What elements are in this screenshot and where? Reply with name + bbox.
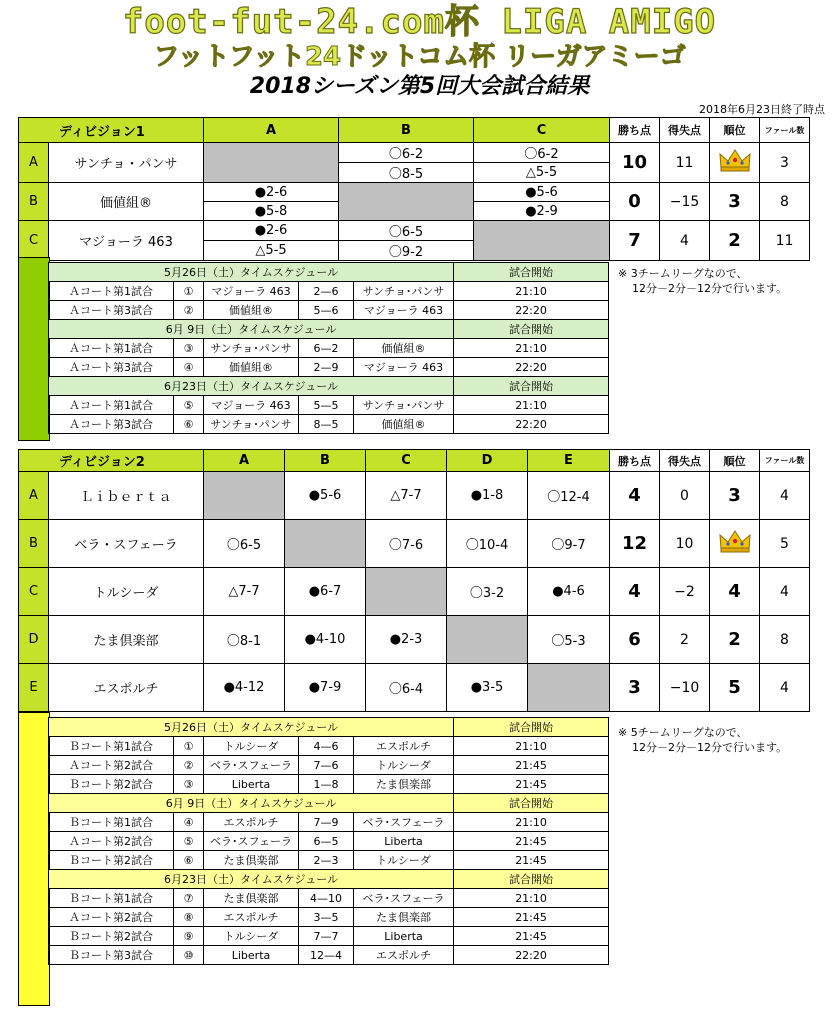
- match-score: 6—2: [299, 339, 354, 358]
- schedule-date-title: 5月26日（土）タイムスケジュール: [49, 263, 454, 282]
- home-team: たま倶楽部: [204, 889, 299, 908]
- home-team: 価値組®: [204, 358, 299, 377]
- title-line1: foot-fut-24.com杯 LIGA AMIGO: [122, 2, 717, 42]
- match-result: ●4-12: [204, 664, 285, 712]
- wins-value: 12: [610, 520, 660, 568]
- goal-diff-value: 0: [660, 472, 710, 520]
- schedule-row: [49, 396, 609, 415]
- wins-value: 7: [610, 221, 660, 261]
- goal-diff-header: 得失点: [660, 118, 710, 143]
- away-team: サンチョ･パンサ: [354, 396, 454, 415]
- start-time-header: 試合開始: [454, 320, 609, 339]
- division2-schedule-bar: [18, 712, 50, 1006]
- self-match-cell: [528, 664, 610, 712]
- match-number: ④: [174, 358, 204, 377]
- self-match-cell: [285, 520, 366, 568]
- home-team: ベラ･スフェーラ: [204, 756, 299, 775]
- division1-schedule: [48, 262, 608, 434]
- start-time-header: 試合開始: [454, 794, 609, 813]
- match-result: ●2-6: [204, 221, 339, 241]
- division1-label: ディビジョン1: [19, 118, 204, 143]
- row-id: B: [19, 520, 49, 568]
- home-team: エスポルチ: [204, 908, 299, 927]
- fouls-value: 4: [760, 472, 810, 520]
- match-result: 〇6-2: [474, 143, 610, 163]
- wins-value: 6: [610, 616, 660, 664]
- schedule-row: [49, 775, 609, 794]
- match-score: 2—6: [299, 282, 354, 301]
- match-result: ●2-3: [366, 616, 447, 664]
- match-result: ●5-8: [204, 202, 339, 221]
- match-number: ①: [174, 282, 204, 301]
- match-number: ⑤: [174, 832, 204, 851]
- schedule-date-title: 6月 9日（土）タイムスケジュール: [49, 320, 454, 339]
- schedule-row: [49, 813, 609, 832]
- wins-header: 勝ち点: [610, 450, 660, 472]
- match-result: 〇9-7: [528, 520, 610, 568]
- rank-cell: [710, 616, 760, 664]
- match-result: 〇8-1: [204, 616, 285, 664]
- wins-value: 3: [610, 664, 660, 712]
- match-result: ●3-5: [447, 664, 528, 712]
- home-team: トルシーダ: [204, 927, 299, 946]
- wins-value: 10: [610, 143, 660, 183]
- team-name: ベラ・スフェーラ: [49, 520, 204, 568]
- court-label: Ａコート第1試合: [49, 396, 174, 415]
- col-header-b: B: [285, 450, 366, 472]
- schedule-row: [49, 756, 609, 775]
- fouls-header: ファール数: [760, 450, 810, 472]
- start-time-header: 試合開始: [454, 263, 609, 282]
- match-result: ●4-10: [285, 616, 366, 664]
- goal-diff-value: −15: [660, 183, 710, 221]
- start-time: 22:20: [454, 946, 609, 965]
- goal-diff-value: −2: [660, 568, 710, 616]
- rank-cell: [710, 520, 760, 568]
- match-score: 5—6: [299, 301, 354, 320]
- fouls-header: ファール数: [760, 118, 810, 143]
- division1-note-line2: 12分－2分－12分で行います。: [632, 282, 788, 295]
- match-score: 8—5: [299, 415, 354, 434]
- division2-schedule: [48, 717, 608, 965]
- division2-standings: [18, 449, 810, 712]
- court-label: Ｂコート第1試合: [49, 813, 174, 832]
- division2-label: ディビジョン2: [19, 450, 204, 472]
- match-result: △5-5: [474, 163, 610, 183]
- title-line3: 2018シーズン第5回大会試合結果: [249, 74, 590, 99]
- division1-schedule-bar: [18, 257, 50, 441]
- rank-value: 3: [728, 191, 741, 212]
- fouls-value: 3: [760, 143, 810, 183]
- court-label: Ａコート第2試合: [49, 908, 174, 927]
- start-time: 21:45: [454, 927, 609, 946]
- start-time: 21:10: [454, 339, 609, 358]
- row-id: A: [19, 143, 49, 183]
- match-result: ●5-6: [474, 183, 610, 202]
- schedule-row: [49, 927, 609, 946]
- away-team: エスポルチ: [354, 946, 454, 965]
- row-id: C: [19, 221, 49, 261]
- wins-value: 0: [610, 183, 660, 221]
- match-result: 〇6-2: [339, 143, 474, 163]
- match-result: 〇5-3: [528, 616, 610, 664]
- fouls-value: 4: [760, 664, 810, 712]
- start-time-header: 試合開始: [454, 870, 609, 889]
- wins-header: 勝ち点: [610, 118, 660, 143]
- match-result: 〇9-2: [339, 241, 474, 261]
- rank-header: 順位: [710, 118, 760, 143]
- away-team: トルシーダ: [354, 851, 454, 870]
- start-time: 21:10: [454, 889, 609, 908]
- start-time: 21:10: [454, 282, 609, 301]
- crown-icon: [718, 148, 752, 172]
- schedule-date-title: 6月23日（土）タイムスケジュール: [49, 870, 454, 889]
- match-result: ●2-9: [474, 202, 610, 221]
- court-label: Ｂコート第1試合: [49, 889, 174, 908]
- match-result: ●2-6: [204, 183, 339, 202]
- col-header-b: B: [339, 118, 474, 143]
- col-header-e: E: [528, 450, 610, 472]
- match-number: ⑥: [174, 415, 204, 434]
- row-id: E: [19, 664, 49, 712]
- wins-value: 4: [610, 472, 660, 520]
- team-name: エスポルチ: [49, 664, 204, 712]
- away-team: エスポルチ: [354, 737, 454, 756]
- match-score: 2—9: [299, 358, 354, 377]
- schedule-row: [49, 301, 609, 320]
- start-time-header: 試合開始: [454, 718, 609, 737]
- schedule-row: [49, 358, 609, 377]
- match-score: 3—5: [299, 908, 354, 927]
- fouls-value: 5: [760, 520, 810, 568]
- match-number: ⑧: [174, 908, 204, 927]
- row-id: A: [19, 472, 49, 520]
- team-name: マジョーラ 463: [49, 221, 204, 261]
- self-match-cell: [447, 616, 528, 664]
- match-result: ●4-6: [528, 568, 610, 616]
- match-result: 〇7-6: [366, 520, 447, 568]
- start-time-header: 試合開始: [454, 377, 609, 396]
- home-team: トルシーダ: [204, 737, 299, 756]
- col-header-a: A: [204, 450, 285, 472]
- schedule-row: [49, 889, 609, 908]
- rank-header: 順位: [710, 450, 760, 472]
- court-label: Ｂコート第2試合: [49, 851, 174, 870]
- schedule-date-title: 6月 9日（土）タイムスケジュール: [49, 794, 454, 813]
- away-team: ベラ･スフェーラ: [354, 813, 454, 832]
- away-team: ベラ･スフェーラ: [354, 889, 454, 908]
- goal-diff-value: 4: [660, 221, 710, 261]
- schedule-date-title: 5月26日（土）タイムスケジュール: [49, 718, 454, 737]
- col-header-c: C: [474, 118, 610, 143]
- schedule-date-title: 6月23日（土）タイムスケジュール: [49, 377, 454, 396]
- self-match-cell: [366, 568, 447, 616]
- schedule-row: [49, 737, 609, 756]
- col-header-d: D: [447, 450, 528, 472]
- away-team: マジョーラ 463: [354, 301, 454, 320]
- court-label: Ｂコート第2試合: [49, 927, 174, 946]
- fouls-value: 8: [760, 616, 810, 664]
- goal-diff-value: 11: [660, 143, 710, 183]
- away-team: Liberta: [354, 832, 454, 851]
- match-score: 4—10: [299, 889, 354, 908]
- schedule-row: [49, 946, 609, 965]
- court-label: Ａコート第3試合: [49, 301, 174, 320]
- court-label: Ａコート第1試合: [49, 282, 174, 301]
- rank-cell: [710, 568, 760, 616]
- rank-cell: [710, 221, 760, 261]
- match-number: ④: [174, 813, 204, 832]
- away-team: マジョーラ 463: [354, 358, 454, 377]
- match-number: ⑦: [174, 889, 204, 908]
- start-time: 21:10: [454, 813, 609, 832]
- home-team: 価値組®: [204, 301, 299, 320]
- team-name: たま倶楽部: [49, 616, 204, 664]
- match-score: 12—4: [299, 946, 354, 965]
- goal-diff-value: −10: [660, 664, 710, 712]
- goal-diff-value: 10: [660, 520, 710, 568]
- match-score: 7—7: [299, 927, 354, 946]
- row-id: C: [19, 568, 49, 616]
- home-team: Liberta: [204, 946, 299, 965]
- match-result: ●7-9: [285, 664, 366, 712]
- match-result: 〇6-5: [339, 221, 474, 241]
- title-line2: フットフット24ドットコム杯 リーガアミーゴ: [153, 42, 686, 72]
- match-number: ⑨: [174, 927, 204, 946]
- court-label: Ｂコート第1試合: [49, 737, 174, 756]
- start-time: 21:45: [454, 908, 609, 927]
- start-time: 21:45: [454, 775, 609, 794]
- court-label: Ａコート第3試合: [49, 415, 174, 434]
- match-result: ●1-8: [447, 472, 528, 520]
- division2-note-line2: 12分－2分－12分で行います。: [632, 741, 788, 754]
- rank-cell: [710, 472, 760, 520]
- home-team: マジョーラ 463: [204, 282, 299, 301]
- division1-note-line1: ※ 3チームリーグなので、: [618, 267, 748, 280]
- rank-value: 4: [728, 581, 741, 602]
- schedule-row: [49, 282, 609, 301]
- match-score: 2—3: [299, 851, 354, 870]
- court-label: Ａコート第1試合: [49, 339, 174, 358]
- away-team: Liberta: [354, 927, 454, 946]
- start-time: 21:10: [454, 737, 609, 756]
- match-number: ⑥: [174, 851, 204, 870]
- rank-cell: [710, 183, 760, 221]
- self-match-cell: [204, 143, 339, 183]
- team-name: Ｌｉｂｅｒｔａ: [49, 472, 204, 520]
- crown-icon: [718, 529, 752, 553]
- division2-note: [618, 725, 787, 755]
- fouls-value: 11: [760, 221, 810, 261]
- match-result: △5-5: [204, 241, 339, 261]
- away-team: 価値組®: [354, 415, 454, 434]
- away-team: トルシーダ: [354, 756, 454, 775]
- home-team: サンチョ･パンサ: [204, 415, 299, 434]
- goal-diff-value: 2: [660, 616, 710, 664]
- schedule-table: [48, 717, 609, 965]
- match-result: 〇3-2: [447, 568, 528, 616]
- match-number: ③: [174, 339, 204, 358]
- away-team: たま倶楽部: [354, 908, 454, 927]
- start-time: 21:45: [454, 832, 609, 851]
- as-of-date: 2018年6月23日終了時点: [699, 103, 825, 116]
- home-team: たま倶楽部: [204, 851, 299, 870]
- rank-value: 5: [728, 677, 741, 698]
- row-id: D: [19, 616, 49, 664]
- away-team: 価値組®: [354, 339, 454, 358]
- self-match-cell: [204, 472, 285, 520]
- col-header-a: A: [204, 118, 339, 143]
- match-score: 5—5: [299, 396, 354, 415]
- schedule-row: [49, 851, 609, 870]
- start-time: 22:20: [454, 415, 609, 434]
- self-match-cell: [339, 183, 474, 221]
- match-number: ⑤: [174, 396, 204, 415]
- away-team: サンチョ･パンサ: [354, 282, 454, 301]
- fouls-value: 4: [760, 568, 810, 616]
- match-score: 7—6: [299, 756, 354, 775]
- match-result: ●6-7: [285, 568, 366, 616]
- match-score: 4—6: [299, 737, 354, 756]
- col-header-c: C: [366, 450, 447, 472]
- match-result: 〇6-4: [366, 664, 447, 712]
- rank-value: 2: [728, 629, 741, 650]
- start-time: 21:10: [454, 396, 609, 415]
- start-time: 21:45: [454, 851, 609, 870]
- match-result: 〇12-4: [528, 472, 610, 520]
- home-team: サンチョ･パンサ: [204, 339, 299, 358]
- schedule-row: [49, 908, 609, 927]
- start-time: 22:20: [454, 358, 609, 377]
- court-label: Ａコート第2試合: [49, 756, 174, 775]
- wins-value: 4: [610, 568, 660, 616]
- start-time: 21:45: [454, 756, 609, 775]
- home-team: マジョーラ 463: [204, 396, 299, 415]
- home-team: Liberta: [204, 775, 299, 794]
- schedule-row: [49, 415, 609, 434]
- self-match-cell: [474, 221, 610, 261]
- schedule-row: [49, 339, 609, 358]
- court-label: Ａコート第3試合: [49, 358, 174, 377]
- team-name: トルシーダ: [49, 568, 204, 616]
- rank-value: 3: [728, 485, 741, 506]
- home-team: エスポルチ: [204, 813, 299, 832]
- match-result: ●5-6: [285, 472, 366, 520]
- rank-value: 2: [728, 230, 741, 251]
- row-id: B: [19, 183, 49, 221]
- match-number: ③: [174, 775, 204, 794]
- match-result: 〇8-5: [339, 163, 474, 183]
- start-time: 22:20: [454, 301, 609, 320]
- team-name: サンチョ・パンサ: [49, 143, 204, 183]
- match-number: ②: [174, 301, 204, 320]
- rank-cell: [710, 143, 760, 183]
- court-label: Ｂコート第3試合: [49, 946, 174, 965]
- match-number: ②: [174, 756, 204, 775]
- schedule-row: [49, 832, 609, 851]
- match-result: △7-7: [204, 568, 285, 616]
- division2-note-line1: ※ 5チームリーグなので、: [618, 726, 748, 739]
- match-result: 〇6-5: [204, 520, 285, 568]
- division1-note: [618, 266, 787, 296]
- match-score: 1—8: [299, 775, 354, 794]
- match-number: ⑩: [174, 946, 204, 965]
- away-team: たま倶楽部: [354, 775, 454, 794]
- team-name: 価値組®: [49, 183, 204, 221]
- court-label: Ａコート第2試合: [49, 832, 174, 851]
- match-result: 〇10-4: [447, 520, 528, 568]
- goal-diff-header: 得失点: [660, 450, 710, 472]
- match-score: 7—9: [299, 813, 354, 832]
- match-score: 6—5: [299, 832, 354, 851]
- match-number: ①: [174, 737, 204, 756]
- fouls-value: 8: [760, 183, 810, 221]
- court-label: Ｂコート第2試合: [49, 775, 174, 794]
- match-result: △7-7: [366, 472, 447, 520]
- schedule-table: [48, 262, 609, 434]
- division1-standings: [18, 117, 810, 261]
- rank-cell: [710, 664, 760, 712]
- home-team: ベラ･スフェーラ: [204, 832, 299, 851]
